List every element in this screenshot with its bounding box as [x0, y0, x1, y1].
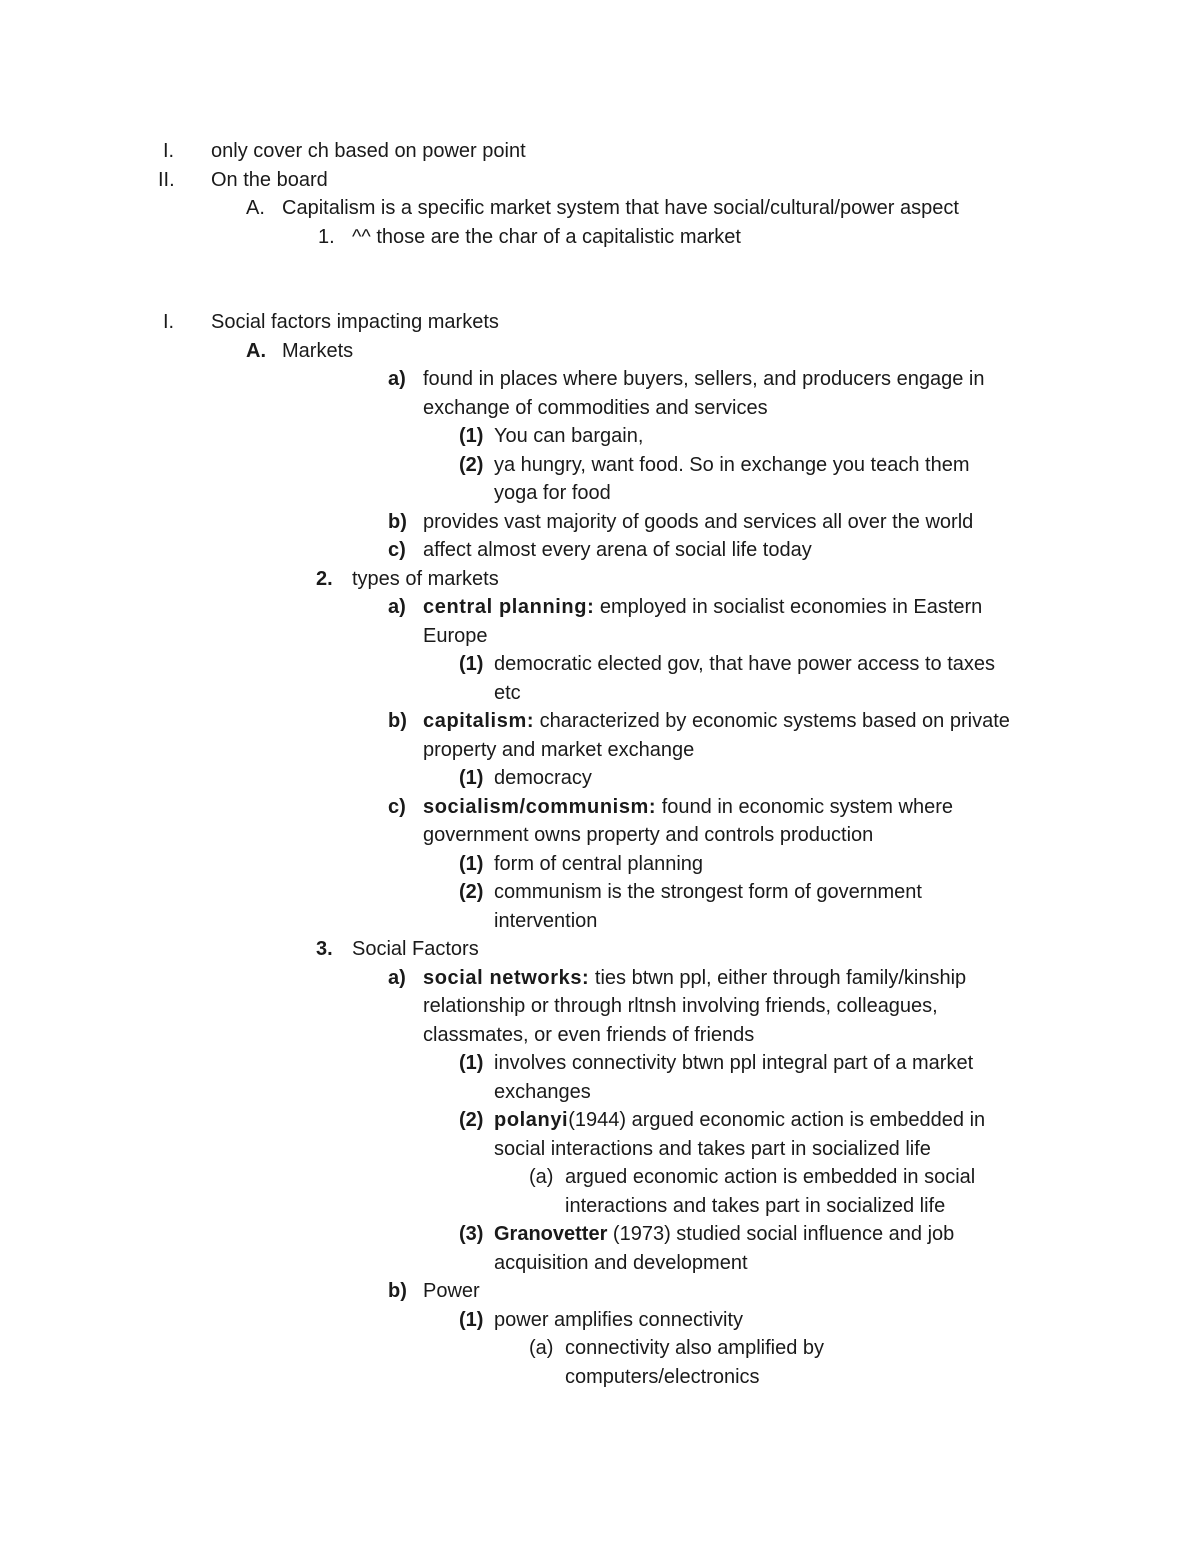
item-text: exchanges: [494, 1080, 591, 1103]
item-text: [494, 1109, 985, 1132]
number-marker: (2): [459, 453, 484, 476]
term: capitalism:: [423, 710, 535, 732]
item-text: You can bargain,: [494, 425, 644, 447]
number-marker: 3.: [316, 938, 333, 960]
markets-a2-cont: [0, 482, 1200, 511]
item-text: relationship or through rltnsh involving friends, colleagues,: [423, 995, 938, 1017]
letter-marker: A.: [246, 197, 265, 219]
social-a3: [0, 1223, 1200, 1252]
letter-marker: A.: [246, 339, 266, 362]
markets-a-cont: [0, 397, 1200, 426]
types-a-cont: [0, 625, 1200, 654]
number-marker: (1): [459, 852, 484, 875]
item-text: connectivity also amplified by: [565, 1337, 825, 1359]
markets-a2: [0, 454, 1200, 483]
term: polanyi: [494, 1109, 569, 1131]
item-text: interactions and takes part in socialized life: [565, 1194, 946, 1217]
types-b-cont: [0, 739, 1200, 768]
markets-c: [0, 539, 1200, 568]
number-marker: 2.: [316, 567, 333, 590]
item-text: ^^ those are the char of a capitalistic market: [352, 225, 741, 248]
item-text: Power: [423, 1280, 480, 1302]
number-marker: (3): [459, 1223, 484, 1245]
types-b: [0, 710, 1200, 739]
item-text: Social Factors: [352, 938, 479, 960]
roman-marker: I.: [163, 311, 175, 333]
blank-line: [0, 283, 1200, 312]
social-a1: [0, 1052, 1200, 1081]
letter-marker: c): [388, 539, 406, 561]
types-c2: [0, 881, 1200, 910]
definition: (1973) studied social influence and job: [607, 1223, 955, 1245]
term: social networks:: [423, 966, 590, 989]
social-b1a: [0, 1337, 1200, 1366]
item-text: types of markets: [352, 567, 499, 590]
letter-marker: (a): [529, 1166, 554, 1188]
definition: (1944) argued economic action is embedded in: [568, 1109, 986, 1131]
social-a-cont: [0, 995, 1200, 1024]
outline1-item-2a: [0, 197, 1200, 226]
item-text: democratic elected gov, that have power access to taxes: [494, 653, 996, 675]
outline1-item-1: [0, 140, 1200, 169]
item-text: communism is the strongest form of government: [494, 881, 922, 903]
term: central planning:: [423, 596, 595, 618]
item-text: yoga for food: [494, 482, 611, 504]
social-a2a: [0, 1166, 1200, 1195]
types-c-cont: [0, 824, 1200, 853]
number-marker: (1): [459, 1052, 484, 1074]
number-marker: (1): [459, 425, 484, 447]
term: Granovetter: [494, 1223, 608, 1245]
types-c2-cont: [0, 910, 1200, 939]
item-text: ya hungry, want food. So in exchange you teach them: [494, 453, 970, 476]
letter-marker: a): [388, 966, 406, 989]
item-text: found in places where buyers, sellers, and producers engage in: [423, 368, 985, 390]
definition: found in economic system where: [656, 795, 953, 818]
definition: employed in socialist economies in Eastern: [594, 596, 983, 618]
item-text: argued economic action is embedded in social: [565, 1166, 976, 1188]
definition: characterized by economic systems based on private: [534, 710, 1010, 732]
item-text: [423, 596, 982, 619]
blank-line: [0, 254, 1200, 283]
item-text: only cover ch based on power point: [211, 140, 526, 162]
outline1-item-2a1: [0, 226, 1200, 255]
letter-marker: b): [388, 510, 407, 533]
outline2-item-1: [0, 311, 1200, 340]
types-b1: [0, 767, 1200, 796]
social-a-cont: [0, 1024, 1200, 1053]
social-a2a-cont: [0, 1195, 1200, 1224]
types-c1: [0, 853, 1200, 882]
number-marker: (1): [459, 653, 484, 675]
markets-a: [0, 368, 1200, 397]
item-text: power amplifies connectivity: [494, 1308, 743, 1331]
item-text: [423, 967, 966, 990]
roman-marker: I.: [163, 140, 175, 162]
social-a1-cont: [0, 1081, 1200, 1110]
item-text: government owns property and controls production: [423, 824, 874, 846]
letter-marker: b): [388, 1280, 407, 1302]
item-text: classmates, or even friends of friends: [423, 1023, 755, 1046]
social-b: [0, 1280, 1200, 1309]
number-marker: (1): [459, 1308, 484, 1331]
term: socialism/communism:: [423, 795, 657, 818]
roman-marker: II.: [158, 168, 175, 191]
markets-heading: [0, 340, 1200, 369]
letter-marker: b): [388, 710, 407, 732]
types-a1: [0, 653, 1200, 682]
item-text: provides vast majority of goods and services all over the world: [423, 510, 974, 533]
social-a: [0, 967, 1200, 996]
letter-marker: (a): [529, 1337, 554, 1359]
types-heading: [0, 568, 1200, 597]
number-marker: (2): [459, 881, 484, 903]
item-text: [494, 1223, 954, 1246]
item-text: Social factors impacting markets: [211, 311, 499, 333]
types-c: [0, 796, 1200, 825]
social-a2-cont: [0, 1138, 1200, 1167]
item-text: exchange of commodities and services: [423, 396, 768, 419]
item-text: acquisition and development: [494, 1251, 748, 1274]
item-text: social interactions and takes part in socialized life: [494, 1137, 931, 1160]
item-text: etc: [494, 681, 521, 704]
social-a2: [0, 1109, 1200, 1138]
item-text: property and market exchange: [423, 738, 695, 761]
item-text: computers/electronics: [565, 1365, 760, 1388]
letter-marker: a): [388, 368, 406, 390]
item-text: form of central planning: [494, 852, 704, 875]
letter-marker: c): [388, 795, 406, 818]
item-text: [423, 710, 1010, 733]
item-text: intervention: [494, 909, 598, 932]
item-text: [423, 796, 953, 819]
item-text: On the board: [211, 168, 328, 191]
number-marker: 1.: [318, 225, 335, 248]
item-text: involves connectivity btwn ppl integral part of a market: [494, 1052, 974, 1074]
social-heading: [0, 938, 1200, 967]
letter-marker: a): [388, 596, 406, 618]
item-text: affect almost every arena of social life today: [423, 539, 812, 561]
markets-a1: [0, 425, 1200, 454]
types-a: [0, 596, 1200, 625]
document: [0, 140, 1200, 1394]
social-a3-cont: [0, 1252, 1200, 1281]
item-text: Capitalism is a specific market system that have social/cultural/power aspect: [282, 197, 959, 219]
item-text: Europe: [423, 624, 488, 647]
markets-b: [0, 511, 1200, 540]
item-text: Markets: [282, 339, 354, 362]
social-b1a-cont: [0, 1366, 1200, 1395]
item-text: democracy: [494, 767, 592, 789]
number-marker: (2): [459, 1109, 484, 1131]
definition: ties btwn ppl, either through family/kinship: [589, 966, 967, 989]
types-a1-cont: [0, 682, 1200, 711]
number-marker: (1): [459, 767, 484, 789]
social-b1: [0, 1309, 1200, 1338]
outline1-item-2: [0, 169, 1200, 198]
